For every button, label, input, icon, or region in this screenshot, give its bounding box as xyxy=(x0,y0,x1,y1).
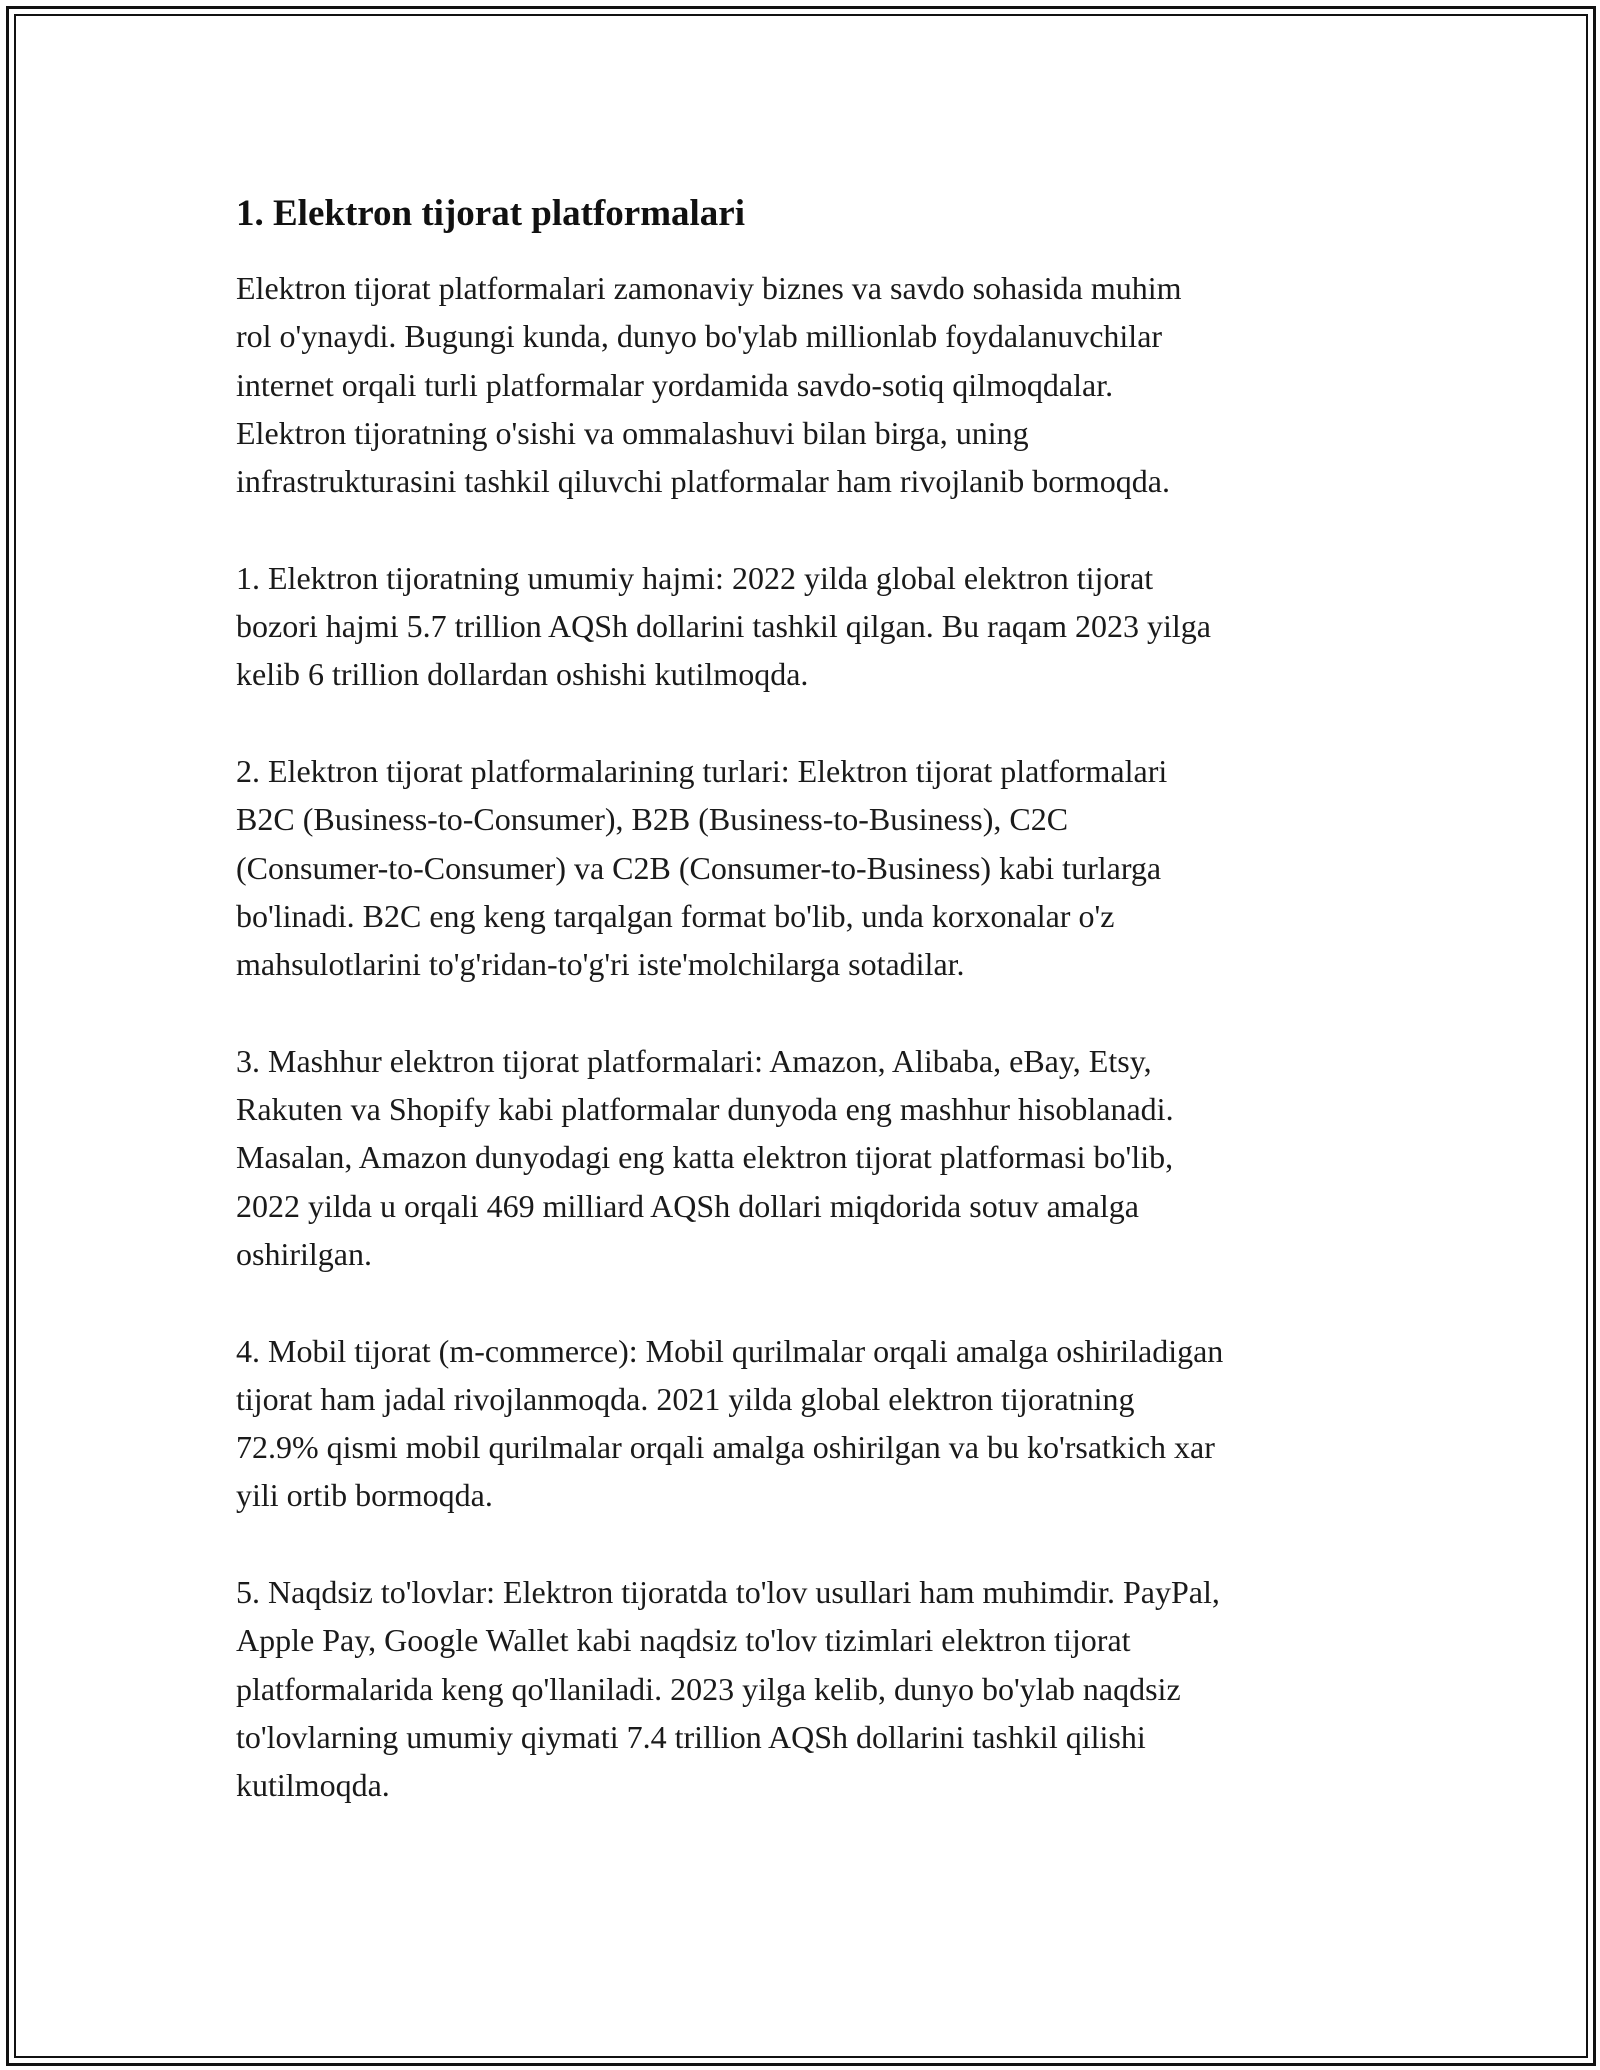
text-line: 3. Mashhur elektron tijorat platformalari: Amazon, Alibaba, eBay, Etsy, xyxy=(236,1042,1152,1079)
text-line: 5. Naqdsiz to'lovlar: Elektron tijoratda to'lov usullari ham muhimdir. PayPal, xyxy=(236,1574,1220,1611)
intro-paragraph xyxy=(236,264,1396,505)
text-line: Apple Pay, Google Wallet kabi naqdsiz to'lov tizimlari elektron tijorat xyxy=(236,1622,1131,1659)
text-line: infrastrukturasini tashkil qiluvchi platformalar ham rivojlanib bormoqda. xyxy=(236,463,1170,500)
text-line: (Consumer-to-Consumer) va C2B (Consumer-to-Business) kabi turlarga xyxy=(236,849,1162,886)
text-line: B2C (Business-to-Consumer), B2B (Business-to-Business), C2C xyxy=(236,801,1069,838)
text-line: kelib 6 trillion dollardan oshishi kutilmoqda. xyxy=(236,656,809,693)
document-body xyxy=(236,186,1396,1858)
text-line: Rakuten va Shopify kabi platformalar dunyoda eng mashhur hisoblanadi. xyxy=(236,1091,1174,1128)
document-title: 1. Elektron tijorat platformalari xyxy=(236,193,746,234)
text-line: 2022 yilda u orqali 469 milliard AQSh dollari miqdorida sotuv amalga xyxy=(236,1187,1139,1224)
text-line: 2. Elektron tijorat platformalarining turlari: Elektron tijorat platformalari xyxy=(236,752,1168,789)
paragraph-item-2 xyxy=(236,747,1396,988)
text-line: Elektron tijorat platformalari zamonaviy biznes va savdo sohasida muhim xyxy=(236,270,1182,306)
text-line: rol o'ynaydi. Bugungi kunda, dunyo bo'ylab millionlab foydalanuvchilar xyxy=(236,318,1163,355)
text-line: oshirilgan. xyxy=(236,1235,372,1272)
text-line: to'lovlarning umumiy qiymati 7.4 trillion AQSh dollarini tashkil qilishi xyxy=(236,1718,1146,1755)
paragraph-item-1 xyxy=(236,554,1396,699)
text-line: platformalarida keng qo'llaniladi. 2023 yilga kelib, dunyo bo'ylab naqdsiz xyxy=(236,1670,1181,1707)
paragraph-item-5 xyxy=(236,1568,1396,1809)
paragraph-item-4 xyxy=(236,1327,1396,1520)
text-line: mahsulotlarini to'g'ridan-to'g'ri iste'molchilarga sotadilar. xyxy=(236,946,965,983)
text-line: 1. Elektron tijoratning umumiy hajmi: 2022 yilda global elektron tijorat xyxy=(236,559,1154,596)
text-line: internet orqali turli platformalar yordamida savdo-sotiq qilmoqdalar. xyxy=(236,366,1114,403)
text-line: kutilmoqda. xyxy=(236,1767,390,1804)
text-line: 4. Mobil tijorat (m-commerce): Mobil qurilmalar orqali amalga oshiriladigan xyxy=(236,1332,1224,1369)
text-line: bo'linadi. B2C eng keng tarqalgan format bo'lib, unda korxonalar o'z xyxy=(236,897,1115,934)
text-line: yili ortib bormoqda. xyxy=(236,1477,493,1514)
text-line: Masalan, Amazon dunyodagi eng katta elektron tijorat platformasi bo'lib, xyxy=(236,1139,1174,1176)
text-line: bozori hajmi 5.7 trillion AQSh dollarini tashkil qilgan. Bu raqam 2023 yilga xyxy=(236,608,1211,645)
text-line: 72.9% qismi mobil qurilmalar orqali amalga oshirilgan va bu ko'rsatkich xar xyxy=(236,1429,1215,1466)
paragraph-item-3 xyxy=(236,1037,1396,1278)
text-line: Elektron tijoratning o'sishi va ommalashuvi bilan birga, uning xyxy=(236,414,1029,451)
text-line: tijorat ham jadal rivojlanmoqda. 2021 yilda global elektron tijoratning xyxy=(236,1380,1135,1417)
